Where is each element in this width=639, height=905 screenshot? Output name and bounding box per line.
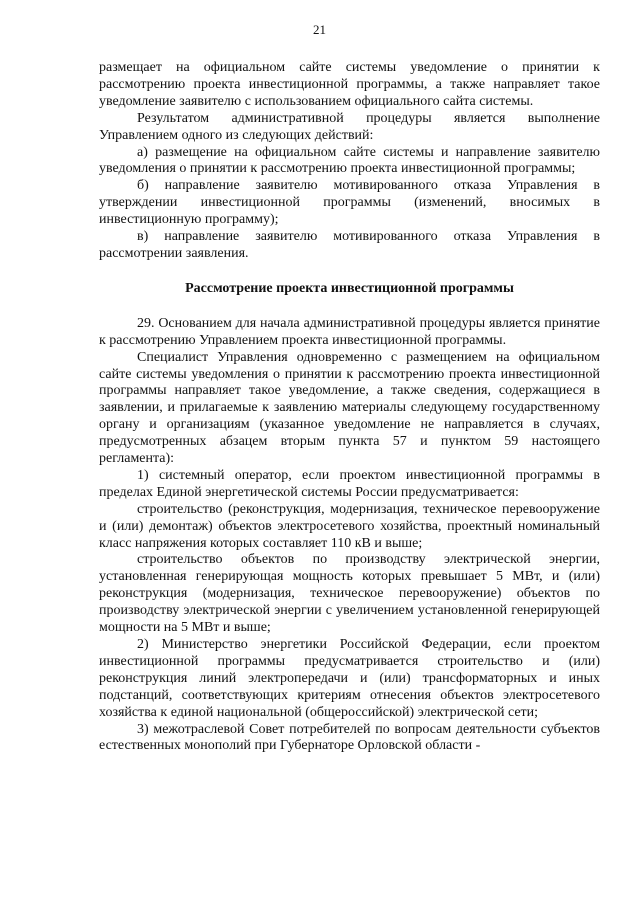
document-body (99, 60, 600, 755)
paragraph: Результатом административной процедуры является выполнение Управлением одного из следующих действий: (99, 110, 600, 143)
list-item: в) направление заявителю мотивированного отказа Управления в рассмотрении заявления. (99, 229, 600, 261)
list-item: 2) Министерство энергетики Российской Федерации, если проектом инвестиционной программы предусматривается строительство и (или) реконструкция линий электропередачи и (или) трансформаторных и иных подстанций, соответствующих критериям отнесения объектов электросетевого хозяйства к единой национальной (общероссийской) электрической сети; (99, 637, 600, 720)
section-heading: Рассмотрение проекта инвестиционной программы (185, 280, 514, 296)
list-item: 3) межотраслевой Совет потребителей по вопросам деятельности субъектов естественных монополий при Губернаторе Орловской области - (99, 721, 600, 754)
paragraph: размещает на официальном сайте системы уведомление о принятии к рассмотрению проекта инвестиционной программы, а также направляет такое уведомление заявителю с использованием официального сайта системы. (99, 60, 600, 109)
list-item: б) направление заявителю мотивированного отказа Управления в утверждении инвестиционной программы (изменений, вносимых в инвестиционную программу); (99, 178, 600, 228)
paragraph: Специалист Управления одновременно с размещением на официальном сайте системы уведомления о принятии к рассмотрению проекта инвестиционной программы направляет такое уведомление, а также сведения, содержащиеся в заявлении, и прилагаемые к заявлению материалы следующему государственному органу и организациям (указанное уведомление не направляется в случаях, предусмотренных абзацем вторым пункта 57 и пунктом 59 настоящего регламента): (99, 349, 600, 467)
paragraph: строительство объектов по производству электрической энергии, установленная генерирующая мощность которых превышает 5 МВт, и (или) реконструкция (модернизация, техническое перевооружение) объектов по производству электрической энергии с увеличением установленной генерирующей мощности на 5 МВт и выше; (99, 552, 600, 636)
page-number: 21 (313, 22, 326, 37)
paragraph: 29. Основанием для начала административной процедуры является принятие к рассмотрению Управлением проекта инвестиционной программы. (99, 315, 600, 348)
paragraph: строительство (реконструкция, модернизация, техническое перевооружение и (или) демонтаж) объектов электросетевого хозяйства, проектный номинальный класс напряжения которых составляет 110 кВ и выше; (99, 501, 600, 551)
list-item: а) размещение на официальном сайте системы и направление заявителю уведомления о принятии к рассмотрению проекта инвестиционной программы; (99, 144, 600, 177)
list-item: 1) системный оператор, если проектом инвестиционной программы в пределах Единой энергетической системы России предусматривается: (99, 467, 600, 500)
